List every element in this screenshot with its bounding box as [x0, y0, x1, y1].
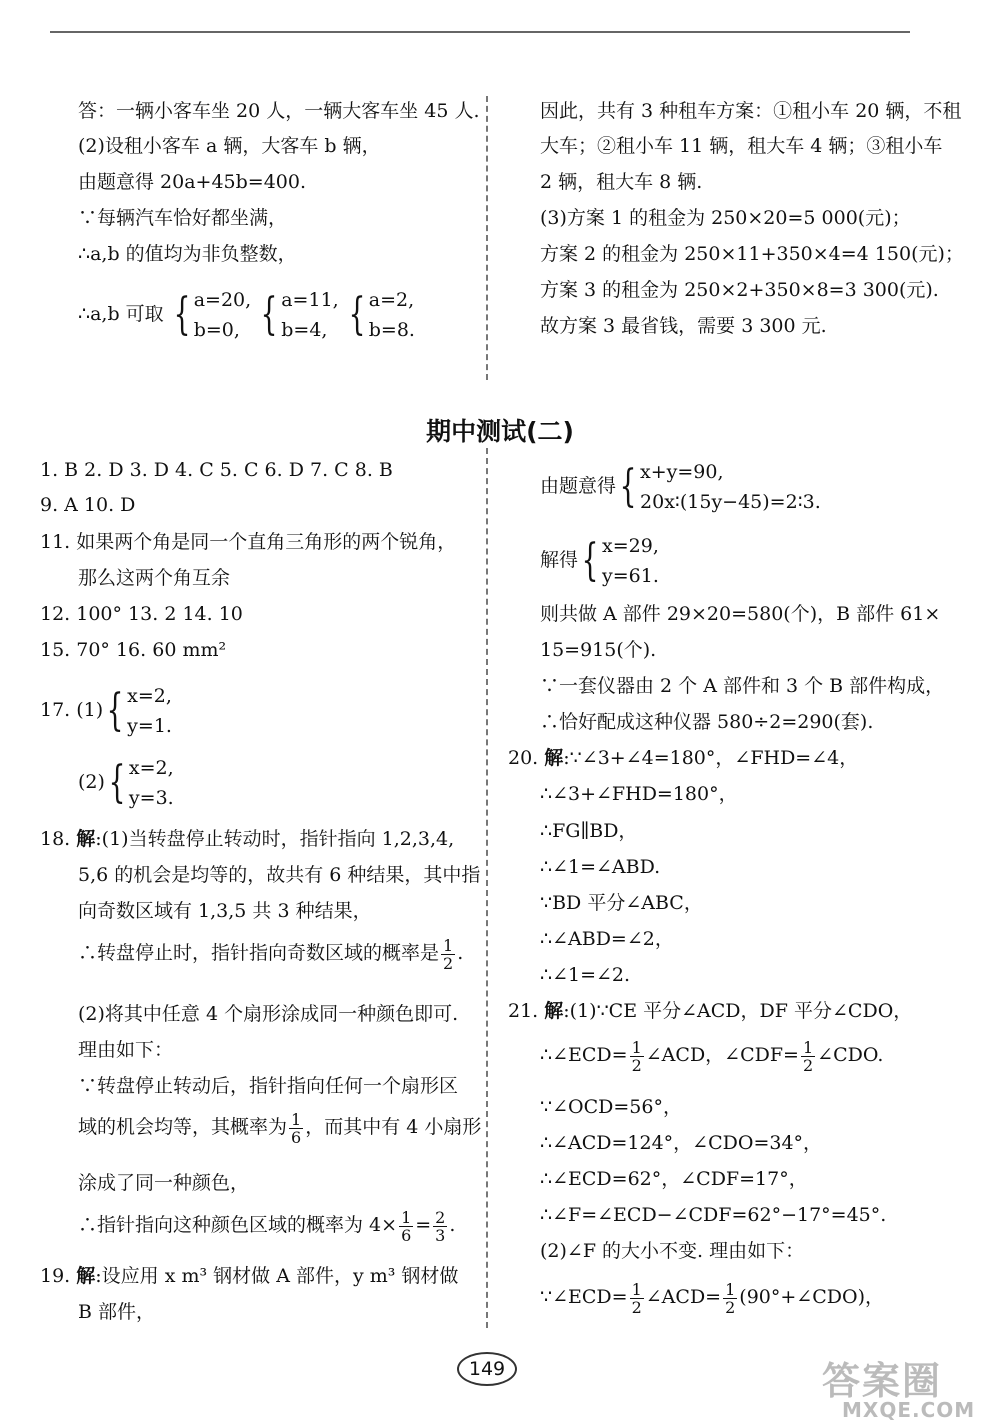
- fraction: $\frac{1}{2}$: [443, 935, 454, 973]
- text-line: (2)∠F 的大小不变. 理由如下：: [540, 1240, 805, 1262]
- text-line: 5,6 的机会是均等的，故共有 6 种结果，其中指: [78, 864, 481, 886]
- text-line: ∴指针指向这种颜色区域的概率为 4× $\frac{1}{6}$ = $\frac{2}{3}$ .: [78, 1207, 456, 1245]
- question-17-1: 17. (1) { x=2, y=1.: [40, 680, 172, 741]
- equation-system: { x=2, y=1.: [106, 685, 172, 737]
- text-line: ∴∠ACD=124°，∠CDO=34°，: [540, 1132, 823, 1154]
- text-line: ∴∠F=∠ECD−∠CDF=62°−17°=45°.: [540, 1204, 887, 1226]
- text-line: ∴a,b 的值均为非负整数，: [78, 243, 297, 265]
- equation-system: { x=29, y=61.: [581, 535, 659, 587]
- text-line: ∵转盘停止转动后，指针指向任何一个扇形区: [78, 1075, 459, 1097]
- column-divider-bottom: [486, 448, 488, 1328]
- equation-system: { a=2, b=8.: [348, 289, 415, 341]
- text-line: 向奇数区域有 1,3,5 共 3 种结果，: [78, 900, 372, 922]
- text-line: ∵BD 平分∠ABC，: [540, 892, 703, 914]
- fraction: $\frac{1}{6}$: [291, 1109, 302, 1147]
- text-line: ∵一套仪器由 2 个 A 部件和 3 个 B 部件构成，: [540, 675, 945, 697]
- fraction: $\frac{2}{3}$: [435, 1207, 446, 1245]
- text-line: ∴∠3+∠FHD=180°，: [540, 783, 738, 805]
- question-11-cont: 那么这两个角互余: [78, 567, 231, 589]
- text-line: (2)将其中任意 4 个扇形涂成同一种颜色即可.: [78, 1003, 459, 1025]
- text-line: 方案 2 的租金为 250×11+350×4=4 150(元)；: [540, 243, 964, 265]
- text-line: 涂成了同一种颜色，: [78, 1172, 250, 1194]
- text-line: ∴∠1=∠2.: [540, 964, 631, 986]
- column-divider-top: [486, 96, 488, 380]
- text-line: 则共做 A 部件 29×20=580(个)，B 部件 61×: [540, 603, 941, 625]
- equation-system: { a=20, b=0,: [173, 289, 252, 341]
- text-line: ∴∠1=∠ABD.: [540, 856, 661, 878]
- question-18: 18. 解:(1)当转盘停止转动时，指针指向 1,2,3,4,: [40, 828, 455, 850]
- page-number: 149: [457, 1352, 517, 1386]
- answers-15-16: 15. 70° 16. 60 mm²: [40, 639, 227, 661]
- text-line: 故方案 3 最省钱，需要 3 300 元.: [540, 315, 827, 337]
- equation-line: 由题意得 { x+y=90, 20x∶(15y−45)=2∶3.: [540, 456, 821, 517]
- text-line: 大车；②租小车 11 辆，租大车 4 辆；③租小车: [540, 135, 943, 157]
- fraction: $\frac{1}{2}$: [631, 1279, 642, 1317]
- answers-9-10: 9. A 10. D: [40, 494, 136, 516]
- question-17-2: (2) { x=2, y=3.: [78, 752, 174, 813]
- text-line: 因此，共有 3 种租车方案：①租小车 20 辆，不租: [540, 100, 962, 122]
- text-line: 由题意得 20a+45b=400.: [78, 171, 307, 193]
- text-line: ∴转盘停止时，指针指向奇数区域的概率是 $\frac{1}{2}$ .: [78, 935, 464, 973]
- header-rule: [50, 31, 910, 33]
- text-line: 15=915(个).: [540, 639, 657, 661]
- text-line: ∴∠ECD= $\frac{1}{2}$ ∠ACD，∠CDF= $\frac{1}{2}$ ∠CDO.: [540, 1037, 884, 1075]
- text-line: ∴FG∥BD，: [540, 820, 638, 842]
- text-line: ∵每辆汽车恰好都坐满，: [78, 207, 288, 229]
- fraction: $\frac{1}{6}$: [401, 1207, 412, 1245]
- equation-line: 解得 { x=29, y=61.: [540, 530, 659, 591]
- answers-12-14: 12. 100° 13. 2 14. 10: [40, 603, 243, 625]
- text-line: ∵∠OCD=56°，: [540, 1096, 682, 1118]
- question-11: 11. 如果两个角是同一个直角三角形的两个锐角，: [40, 531, 457, 553]
- fraction: $\frac{1}{2}$: [802, 1037, 814, 1075]
- text-line: (3)方案 1 的租金为 250×20=5 000(元)；: [540, 207, 911, 229]
- text-line: 方案 3 的租金为 250×2+350×8=3 300(元).: [540, 279, 939, 301]
- text-line: ∴∠ECD=62°，∠CDF=17°，: [540, 1168, 808, 1190]
- answer-line: 答：一辆小客车坐 20 人，一辆大客车坐 45 人.: [78, 100, 480, 122]
- equation-system: { x+y=90, 20x∶(15y−45)=2∶3.: [619, 461, 821, 513]
- equation-line: ∴a,b 可取 { a=20, b=0, { a=11, b=4, { a=2, b=8.: [78, 284, 415, 345]
- text-line: 域的机会均等，其概率为 $\frac{1}{6}$ ，而其中有 4 小扇形: [78, 1109, 482, 1147]
- text-line: (2)设租小客车 a 辆，大客车 b 辆，: [78, 135, 381, 157]
- section-title: 期中测试(二): [426, 417, 574, 446]
- equation-system: { a=11, b=4,: [260, 289, 339, 341]
- text-line: 理由如下：: [78, 1039, 174, 1061]
- question-20: 20. 解:∵∠3+∠4=180°，∠FHD=∠4，: [508, 747, 859, 769]
- fraction: $\frac{1}{2}$: [631, 1037, 642, 1075]
- text-line: B 部件，: [78, 1301, 156, 1323]
- question-19: 19. 解:设应用 x m³ 钢材做 A 部件，y m³ 钢材做: [40, 1265, 459, 1287]
- text-line: ∵∠ECD= $\frac{1}{2}$ ∠ACD= $\frac{1}{2}$ (90°+∠CDO)，: [540, 1279, 884, 1317]
- text-line: ∴∠ABD=∠2，: [540, 928, 674, 950]
- text-line: ∴恰好配成这种仪器 580÷2=290(套).: [540, 711, 874, 733]
- watermark-url: MXQE.COM: [842, 1398, 976, 1422]
- answers-1-8: 1. B 2. D 3. D 4. C 5. C 6. D 7. C 8. B: [40, 459, 393, 481]
- watermark-logo: 答案圈: [822, 1359, 943, 1403]
- fraction: $\frac{1}{2}$: [725, 1279, 736, 1317]
- text-line: 2 辆，租大车 8 辆.: [540, 171, 703, 193]
- equation-system: { x=2, y=3.: [108, 757, 174, 809]
- question-21: 21. 解:(1)∵CE 平分∠ACD，DF 平分∠CDO，: [508, 1000, 913, 1022]
